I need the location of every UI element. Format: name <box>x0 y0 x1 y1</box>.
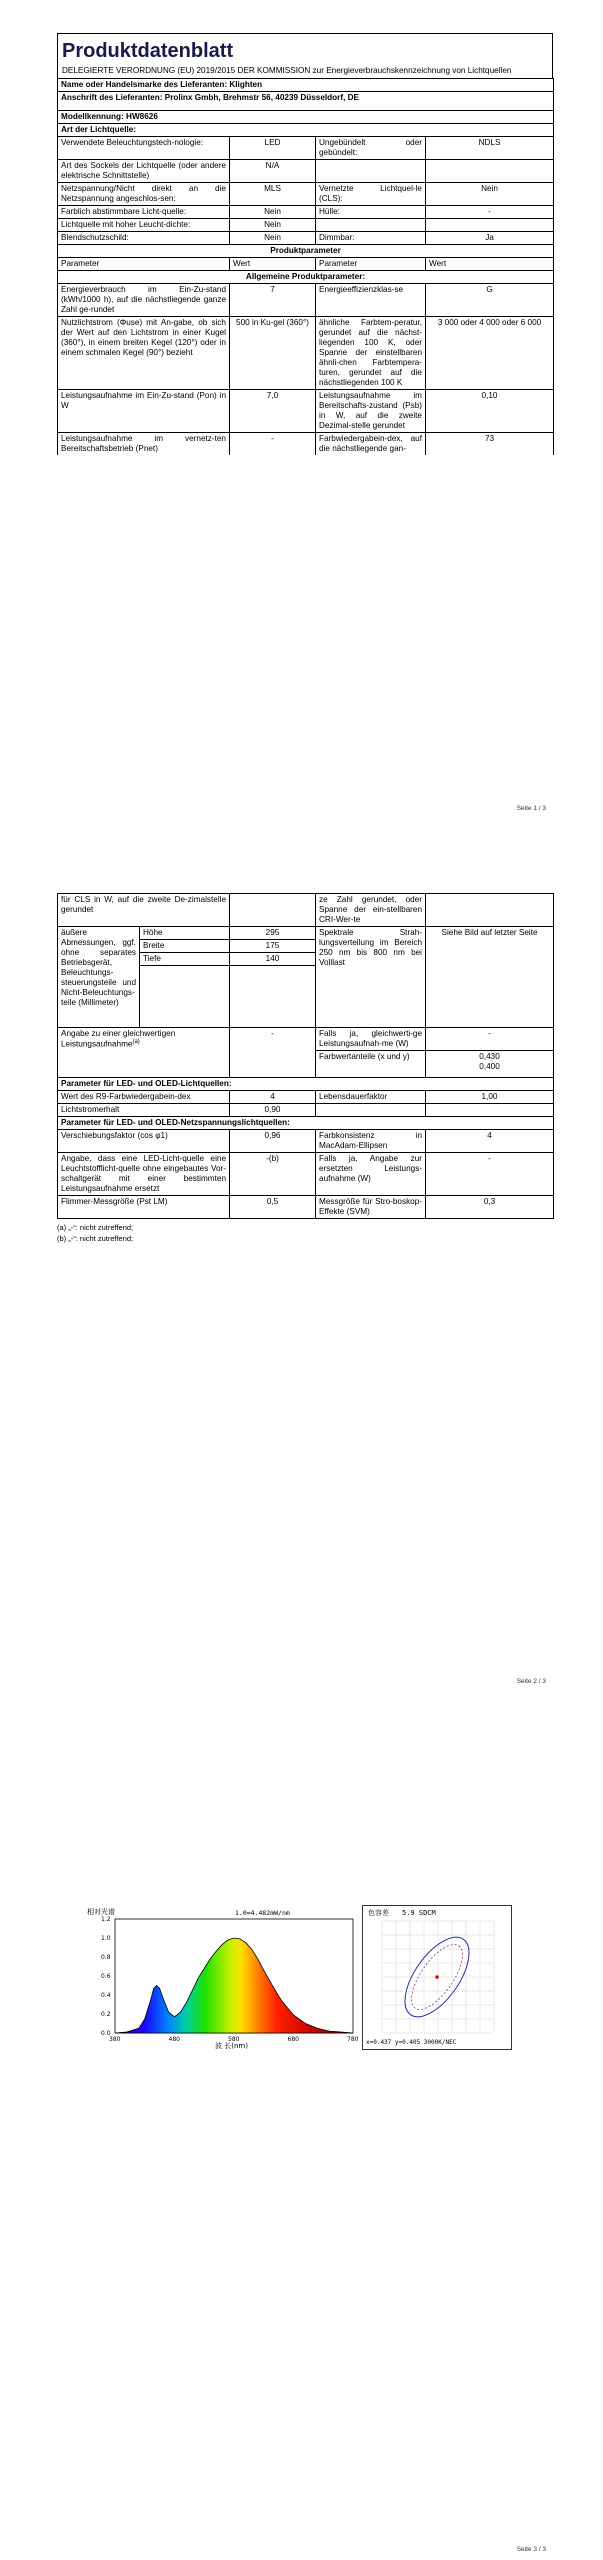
cell: Nein <box>230 219 316 232</box>
cell: ze Zahl gerundet, oder Spanne der ein-stellbaren CRI-Wer-te <box>316 894 426 927</box>
column-header: Wert <box>426 258 554 271</box>
produktparameter-heading: Produktparameter <box>58 245 554 258</box>
y-tick-label: 1.2 <box>101 1916 111 1923</box>
cell: Falls ja, Angabe zur ersetzten Leistungs-aufnahme (W) <box>316 1153 426 1196</box>
cell: 0,90 <box>230 1104 316 1117</box>
y-tick-label: 0.0 <box>101 2030 111 2037</box>
table-row <box>58 219 554 232</box>
cell: Nein <box>426 183 554 206</box>
table-row <box>58 433 554 456</box>
cell: - <box>426 1153 554 1196</box>
chromaticity-readout: x=0.437 y=0.405 3000K/NEC <box>366 2039 457 2046</box>
cell <box>426 1051 554 1078</box>
cell: 140 <box>230 953 316 966</box>
general-params-heading: Allgemeine Produktparameter: <box>58 271 554 284</box>
column-header-row <box>58 258 554 271</box>
footnote-ref: (a) <box>132 1039 140 1045</box>
chart-annotation: 1.0=4.482mW/nm <box>235 1909 290 1917</box>
table-row <box>58 206 554 219</box>
footnote-a: (a) „-“: nicht zutreffend; <box>57 1223 134 1232</box>
spectral-value: Siehe Bild auf letzter Seite <box>426 927 554 1028</box>
mains-params-heading: Parameter für LED- und OLED-Netzspannungslichtquellen: <box>58 1117 554 1130</box>
cell: - <box>426 206 554 219</box>
cell: Nutzlichtstrom (Φuse) mit An-gabe, ob sich der Wert auf den Lichtstrom in einer Kugel (360°), in einem breiten Kegel (120°) oder in einem schmalen Kegel (90°) bezieht <box>58 317 230 390</box>
cell: 7 <box>230 284 316 317</box>
table-row <box>58 284 554 317</box>
x-axis-label: 波 长(nm) <box>215 2042 248 2050</box>
table-row <box>58 160 554 183</box>
y-tick-label: 0.2 <box>101 2011 111 2018</box>
chart-title: 色容差 <box>368 1909 389 1917</box>
cell: Messgröße für Stro-boskop-Effekte (SVM) <box>316 1196 426 1219</box>
cell: Angabe, dass eine LED-Licht-quelle eine Leuchtstofflicht-quelle ohne eingebautes Vor-schaltgerät mit einer bestimmten Leistungsaufnahme ersetzt <box>58 1153 230 1196</box>
table-row <box>58 232 554 245</box>
cell: Verwendete Beleuchtungstech-nologie: <box>58 137 230 160</box>
column-header: Wert <box>230 258 316 271</box>
table-row <box>58 1091 554 1104</box>
cell: Leistungsaufnahme im vernetz-ten Bereitschaftsbetrieb (Pnet) <box>58 433 230 456</box>
cell: Nein <box>230 232 316 245</box>
supplier-name: Name oder Handelsmarke des Lieferanten: Klighten <box>58 79 554 92</box>
cell: G <box>426 284 554 317</box>
equiv-label: Angabe zu einer gleichwertigen Leistungsaufnahme <box>61 1029 176 1049</box>
cell: Lichtquelle mit hoher Leucht-dichte: <box>58 219 230 232</box>
cell: 0,96 <box>230 1130 316 1153</box>
chroma-x: 0,430 <box>479 1052 500 1061</box>
x-tick-label: 580 <box>228 2036 240 2043</box>
cell: Ja <box>426 232 554 245</box>
table-row <box>58 1028 554 1051</box>
cell: Vernetzte Lichtquel-le (CLS): <box>316 183 426 206</box>
table-row <box>58 894 554 927</box>
table-row <box>58 317 554 390</box>
y-tick-label: 0.6 <box>101 1973 111 1980</box>
cell: Farbkonsistenz in MacAdam-Ellipsen <box>316 1130 426 1153</box>
cell: - <box>426 1028 554 1051</box>
page-3 <box>0 1740 603 2560</box>
cell: MLS <box>230 183 316 206</box>
cell: Falls ja, gleichwerti-ge Leistungsaufnah-me (W) <box>316 1028 426 1051</box>
params-table-continued <box>57 893 554 1219</box>
supplier-address: Anschrift des Lieferanten: Prolinx Gmbh, Brehmstr 56, 40239 Düsseldorf, DE <box>58 92 554 111</box>
cell: Nein <box>230 206 316 219</box>
y-tick-label: 1.0 <box>101 1935 111 1942</box>
title-box <box>57 33 553 78</box>
page-1 <box>0 0 603 820</box>
datasheet-page-1 <box>57 33 553 455</box>
cell: Tiefe <box>140 953 230 966</box>
cell: Ungebündelt oder gebündelt: <box>316 137 426 160</box>
dimensions-label: äußere Abmessungen, ggf. ohne separates Betriebsgerät, Beleuchtungs-steuerungsteile und Nicht-Beleuchtungs-teile (Millimeter) <box>58 927 140 1028</box>
cell: Art des Sockels der Lichtquelle (oder andere elektrische Schnittstelle) <box>58 160 230 183</box>
cell: Hülle: <box>316 206 426 219</box>
spectrum-chart <box>85 1905 360 2050</box>
cell: -(b) <box>230 1153 316 1196</box>
led-params-heading: Parameter für LED- und OLED-Lichtquellen: <box>58 1078 554 1091</box>
cell: Lebensdauerfaktor <box>316 1091 426 1104</box>
document-title: Produktdatenblatt <box>62 40 234 62</box>
cell: 0,5 <box>230 1196 316 1219</box>
regulation-text: DELEGIERTE VERORDNUNG (EU) 2019/2015 DER KOMMISSION zur Energieverbrauchskennzeichnung von Lichtquellen <box>62 66 512 76</box>
cell: für CLS in W, auf die zweite De-zimalstelle gerundet <box>58 894 230 927</box>
cell: Lichtstromerhalt <box>58 1104 230 1117</box>
cell: 3 000 oder 4 000 oder 6 000 <box>426 317 554 390</box>
table-row <box>58 183 554 206</box>
x-tick-label: 780 <box>347 2036 359 2043</box>
x-tick-label: 380 <box>109 2036 121 2043</box>
cell <box>426 160 554 183</box>
cell: Blendschutzschild: <box>58 232 230 245</box>
cell: 4 <box>230 1091 316 1104</box>
column-header: Parameter <box>316 258 426 271</box>
cell: - <box>230 1028 316 1078</box>
cell: Dimmbar: <box>316 232 426 245</box>
chart-title: 相对光谱 <box>87 1908 115 1916</box>
chart-subtitle: 5.9 SDCM <box>402 1909 436 1917</box>
x-tick-label: 680 <box>287 2036 299 2043</box>
cell: Breite <box>140 940 230 953</box>
x-tick-label: 480 <box>168 2036 180 2043</box>
cell: Energieverbrauch im Ein-Zu-stand (kWh/1000 h), auf die nächstliegende ganze Zahl ge-rundet <box>58 284 230 317</box>
table-row <box>58 390 554 433</box>
table-row <box>58 1153 554 1196</box>
table-row <box>58 927 554 940</box>
column-header: Parameter <box>58 258 230 271</box>
cell: Höhe <box>140 927 230 940</box>
cell: N/A <box>230 160 316 183</box>
cell: 175 <box>230 940 316 953</box>
cell: Energieeffizienzklas-se <box>316 284 426 317</box>
cell: Flimmer-Messgröße (Pst LM) <box>58 1196 230 1219</box>
cell: 73 <box>426 433 554 456</box>
measured-point <box>435 1975 439 1979</box>
table-row <box>58 137 554 160</box>
color-tolerance-svg <box>362 1905 512 2050</box>
cell: 4 <box>426 1130 554 1153</box>
cell: 500 in Ku-gel (360°) <box>230 317 316 390</box>
cell: 295 <box>230 927 316 940</box>
cell: 1,00 <box>426 1091 554 1104</box>
cell: Verschiebungsfaktor (cos φ1) <box>58 1130 230 1153</box>
spectrum-svg <box>85 1905 360 2050</box>
cell: 0,3 <box>426 1196 554 1219</box>
page-number: Seite 3 / 3 <box>516 2546 546 2553</box>
cell: 7,0 <box>230 390 316 433</box>
cell <box>426 219 554 232</box>
datasheet-page-2 <box>57 893 553 1243</box>
cell: Farblich abstimmbare Licht-quelle: <box>58 206 230 219</box>
cell: Netzspannung/Nicht direkt an die Netzspannung angeschlos-sen: <box>58 183 230 206</box>
cell: Leistungsaufnahme im Ein-Zu-stand (Pon) in W <box>58 390 230 433</box>
model-id: Modellkennung: HW8626 <box>58 111 554 124</box>
table-row <box>58 1196 554 1219</box>
cell <box>316 160 426 183</box>
supplier-table <box>57 78 554 455</box>
cell: NDLS <box>426 137 554 160</box>
table-row <box>58 1130 554 1153</box>
cell: 0,10 <box>426 390 554 433</box>
footnote-b: (b) „-“: nicht zutreffend; <box>57 1234 134 1244</box>
cell: - <box>230 433 316 456</box>
chroma-y: 0,400 <box>479 1062 500 1071</box>
light-source-type-heading: Art der Lichtquelle: <box>58 124 554 137</box>
table-row <box>58 1104 554 1117</box>
cell: Leistungsaufnahme im Bereitschafts-zustand (Psb) in W, auf die zweite Dezimal-stelle gerundet <box>316 390 426 433</box>
cell <box>316 219 426 232</box>
color-tolerance-chart <box>362 1905 512 2050</box>
cell: Wert des R9-Farbwiedergabein-dex <box>58 1091 230 1104</box>
y-tick-label: 0.8 <box>101 1954 111 1961</box>
page-number: Seite 2 / 3 <box>516 1678 546 1685</box>
cell: LED <box>230 137 316 160</box>
cell: ähnliche Farbtem-peratur, gerundet auf die nächst-liegenden 100 K, oder Spanne der einstellbaren ähnli-chen Farbtempera-turen, gerundet auf die nächstliegenden 100 K <box>316 317 426 390</box>
spectral-label: Spektrale Strah-lungsverteilung im Bereich 250 nm bis 800 nm bei Volllast <box>316 927 426 1028</box>
cell: Farbwertanteile (x und y) <box>316 1051 426 1078</box>
cell <box>58 1028 230 1078</box>
cell: Farbwiedergabein-dex, auf die nächstliegende gan- <box>316 433 426 456</box>
y-tick-label: 0.4 <box>101 1992 111 1999</box>
page-number: Seite 1 / 3 <box>516 805 546 812</box>
page-2 <box>0 878 603 1698</box>
